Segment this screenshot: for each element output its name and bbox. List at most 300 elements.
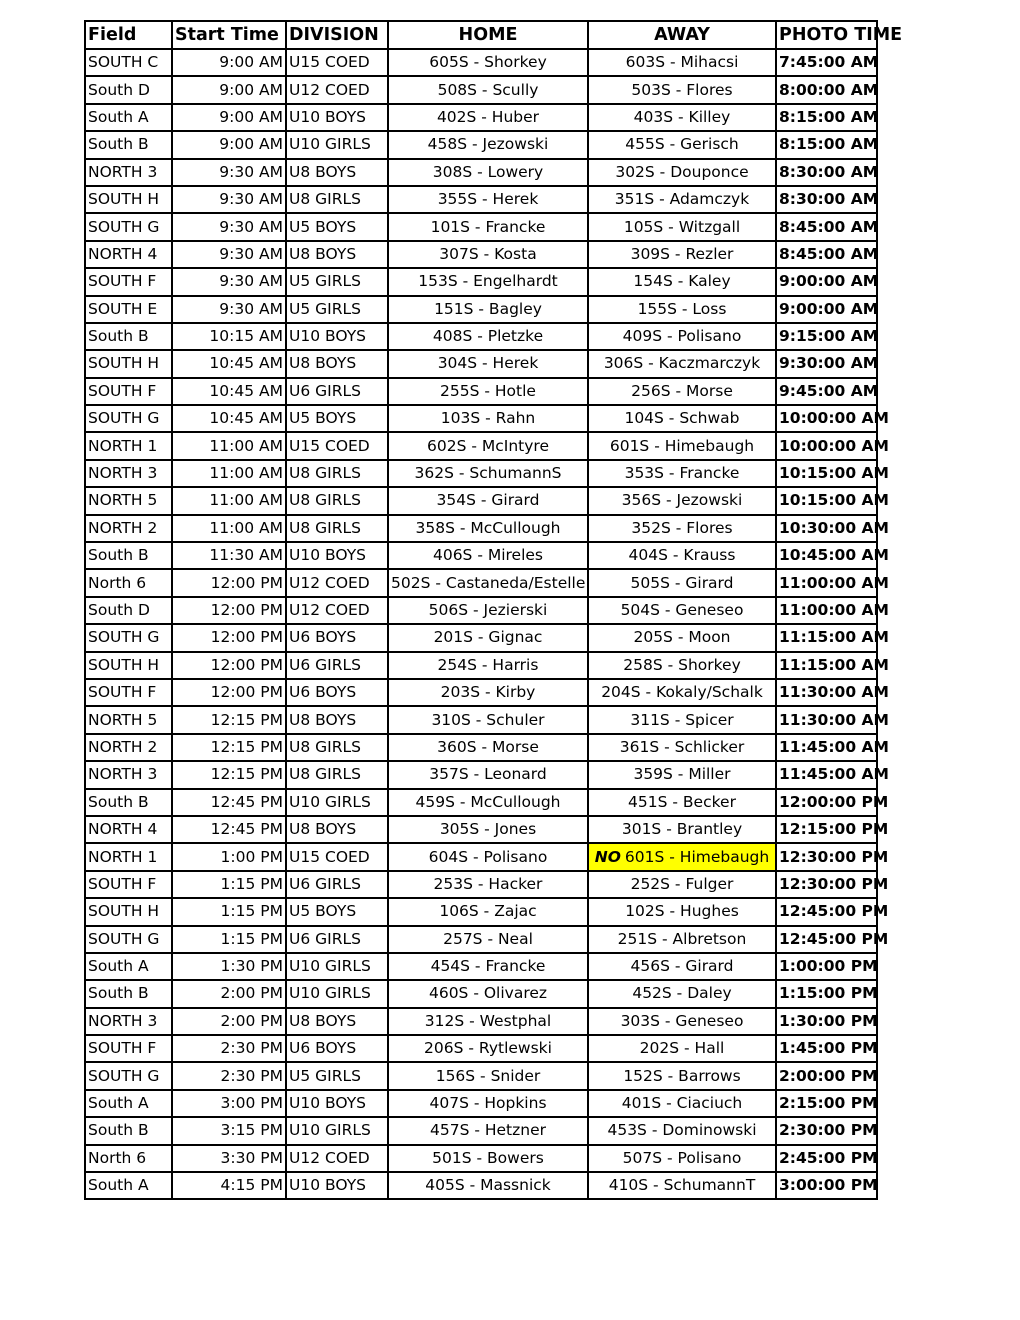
cell-home-team-text: 604S - Polisano [428, 847, 548, 866]
table-row [85, 569, 877, 596]
cell-away-team [588, 1062, 776, 1089]
cell-photo-time [776, 1117, 877, 1144]
cell-away-team-text: 601S - Himebaugh [624, 847, 770, 866]
table-row [85, 378, 877, 405]
cell-photo-time-text: 11:00:00 AM [779, 573, 889, 592]
cell-photo-time-text: 8:45:00 AM [779, 244, 879, 263]
cell-field [85, 515, 172, 542]
cell-start-time-text: 9:30 AM [219, 272, 283, 291]
cell-start-time [172, 241, 286, 268]
cell-photo-time-text: 10:00:00 AM [779, 409, 889, 428]
cell-start-time [172, 76, 286, 103]
cell-home-team-text: 407S - Hopkins [429, 1094, 547, 1113]
cell-home-team-text: 201S - Gignac [433, 628, 543, 647]
cell-division-text: U10 GIRLS [289, 792, 371, 811]
cell-start-time [172, 515, 286, 542]
cell-photo-time-text: 12:30:00 PM [779, 874, 889, 893]
cell-division [286, 843, 388, 870]
table-row [85, 487, 877, 514]
cell-home-team-text: 454S - Francke [430, 957, 546, 976]
cell-photo-time [776, 268, 877, 295]
cell-division-text: U6 GIRLS [289, 381, 361, 400]
cell-field [85, 323, 172, 350]
cell-away-team [588, 734, 776, 761]
cell-division [286, 515, 388, 542]
cell-start-time-text: 11:00 AM [209, 436, 283, 455]
cell-division [286, 104, 388, 131]
table-row [85, 1035, 877, 1062]
cell-field-text: South A [88, 107, 149, 126]
cell-division-text: U5 BOYS [289, 902, 357, 921]
cell-home-team-text: 506S - Jezierski [428, 601, 548, 619]
cell-field [85, 378, 172, 405]
cell-start-time [172, 378, 286, 405]
cell-start-time [172, 1117, 286, 1144]
table-row [85, 871, 877, 898]
cell-away-team [588, 49, 776, 76]
cell-field-text: South A [88, 1176, 149, 1195]
table-row [85, 241, 877, 268]
cell-field-text: NORTH 2 [88, 737, 158, 756]
cell-start-time [172, 268, 286, 295]
cell-photo-time-text: 11:45:00 AM [779, 737, 889, 756]
cell-field-text: NORTH 4 [88, 820, 158, 839]
cell-start-time-text: 2:00 PM [220, 1011, 283, 1030]
cell-start-time-text: 1:30 PM [220, 957, 283, 976]
cell-start-time-text: 1:15 PM [220, 929, 283, 948]
cell-home-team [388, 159, 588, 186]
cell-division [286, 350, 388, 377]
cell-home-team-text: 307S - Kosta [439, 244, 537, 263]
cell-home-team [388, 1117, 588, 1144]
cell-home-team [388, 1035, 588, 1062]
cell-home-team-text: 103S - Rahn [440, 409, 536, 428]
cell-away-team [588, 104, 776, 131]
cell-start-time [172, 460, 286, 487]
cell-division-text: U5 GIRLS [289, 1066, 361, 1085]
cell-photo-time-text: 8:30:00 AM [779, 190, 879, 209]
cell-photo-time [776, 871, 889, 898]
cell-home-team [388, 542, 588, 569]
cell-away-team [588, 542, 776, 569]
cell-field [85, 1117, 172, 1144]
cell-photo-time-text: 12:00:00 PM [779, 792, 889, 811]
cell-home-team [388, 734, 588, 761]
cell-start-time-text: 11:00 AM [209, 464, 283, 483]
table-row [85, 926, 877, 953]
cell-home-team-text: 151S - Bagley [434, 299, 542, 318]
cell-field-text: NORTH 2 [88, 518, 158, 537]
cell-field [85, 542, 172, 569]
cell-division-text: U10 GIRLS [289, 1121, 371, 1140]
cell-field-text: SOUTH H [88, 190, 160, 209]
table-row [85, 159, 877, 186]
cell-field [85, 652, 172, 679]
cell-away-team [588, 76, 776, 103]
cell-photo-time [776, 159, 877, 186]
cell-away-team-text: 256S - Morse [631, 381, 733, 400]
cell-start-time [172, 1145, 286, 1172]
cell-home-team [388, 898, 588, 925]
cell-home-team [388, 268, 588, 295]
cell-start-time-text: 12:15 PM [210, 765, 283, 784]
column-header-away: AWAY [588, 21, 776, 49]
cell-start-time-text: 9:30 AM [219, 190, 283, 209]
cell-photo-time [776, 186, 877, 213]
cell-photo-time-text: 1:30:00 PM [779, 1011, 878, 1030]
cell-division-text: U10 GIRLS [289, 135, 371, 154]
cell-field [85, 1172, 172, 1199]
table-row [85, 597, 877, 624]
cell-start-time [172, 953, 286, 980]
cell-away-team-text: 452S - Daley [632, 984, 732, 1003]
cell-away-team-text: 104S - Schwab [624, 409, 740, 428]
cell-home-team-text: 362S - SchumannS [414, 464, 562, 483]
cell-photo-time-text: 3:00:00 PM [779, 1176, 878, 1195]
cell-division [286, 734, 388, 761]
cell-start-time-text: 9:00 AM [219, 107, 283, 126]
cell-field [85, 761, 172, 788]
cell-away-team [588, 460, 776, 487]
cell-home-team [388, 460, 588, 487]
cell-division-text: U8 GIRLS [289, 765, 361, 784]
cell-field-text: SOUTH G [88, 628, 160, 647]
cell-away-team [588, 843, 776, 870]
cell-photo-time-text: 2:15:00 PM [779, 1094, 878, 1113]
cell-division [286, 241, 388, 268]
cell-away-team [588, 789, 776, 816]
cell-field [85, 186, 172, 213]
table-row [85, 761, 877, 788]
table-row [85, 104, 877, 131]
cell-start-time-text: 4:15 PM [220, 1176, 283, 1195]
cell-division-text: U15 COED [289, 847, 370, 866]
cell-photo-time-text: 10:15:00 AM [779, 491, 889, 510]
cell-division-text: U8 BOYS [289, 244, 357, 263]
cell-home-team [388, 515, 588, 542]
cell-home-team-text: 605S - Shorkey [429, 53, 547, 72]
cell-home-team [388, 1145, 588, 1172]
cell-start-time-text: 3:30 PM [220, 1148, 283, 1167]
table-row [85, 432, 877, 459]
cell-away-team-text: 154S - Kaley [633, 272, 731, 291]
cell-home-team [388, 871, 588, 898]
cell-away-team [588, 1035, 776, 1062]
cell-division [286, 926, 388, 953]
cell-division-text: U6 GIRLS [289, 874, 361, 893]
table-row [85, 405, 877, 432]
column-header-start-time: Start Time [172, 21, 286, 49]
cell-division [286, 1172, 388, 1199]
cell-field [85, 268, 172, 295]
cell-photo-time [776, 843, 889, 870]
cell-away-team [588, 1117, 776, 1144]
cell-home-team-text: 459S - McCullough [415, 792, 561, 811]
cell-home-team [388, 296, 588, 323]
cell-division-text: U12 COED [289, 573, 370, 592]
table-header [85, 21, 903, 49]
cell-start-time [172, 652, 286, 679]
cell-photo-time-text: 7:45:00 AM [779, 53, 879, 72]
cell-away-team-text: 603S - Mihacsi [625, 53, 739, 72]
cell-home-team-text: 501S - Bowers [432, 1148, 544, 1167]
cell-home-team-text: 153S - Engelhardt [418, 272, 558, 291]
header-row [85, 21, 877, 49]
cell-away-team-text: 301S - Brantley [621, 820, 743, 839]
cell-start-time [172, 487, 286, 514]
cell-division [286, 1145, 388, 1172]
cell-division [286, 706, 388, 733]
cell-away-team-text: 204S - Kokaly/Schalk [601, 683, 763, 702]
cell-field-text: NORTH 1 [88, 436, 158, 455]
table-row [85, 186, 877, 213]
cell-start-time-text: 10:45 AM [209, 381, 283, 400]
cell-photo-time-text: 10:30:00 AM [779, 518, 889, 537]
table-row [85, 734, 877, 761]
cell-start-time-text: 9:00 AM [219, 53, 283, 72]
cell-photo-time [776, 1008, 877, 1035]
cell-field-text: SOUTH H [88, 902, 160, 921]
cell-home-team [388, 569, 588, 596]
cell-field-text: SOUTH F [88, 1039, 157, 1058]
cell-division [286, 49, 388, 76]
cell-photo-time [776, 1145, 877, 1172]
cell-photo-time [776, 597, 889, 624]
cell-home-team-text: 310S - Schuler [431, 710, 545, 729]
cell-division-text: U6 GIRLS [289, 655, 361, 674]
cell-home-team [388, 926, 588, 953]
cell-start-time [172, 926, 286, 953]
cell-home-team-text: 305S - Jones [439, 820, 537, 839]
cell-field-text: NORTH 3 [88, 765, 158, 784]
cell-home-team [388, 597, 588, 624]
cell-start-time [172, 734, 286, 761]
cell-photo-time-text: 12:15:00 PM [779, 820, 889, 839]
cell-field-text: South A [88, 1094, 149, 1113]
cell-start-time-text: 2:30 PM [220, 1066, 283, 1085]
cell-field-text: NORTH 4 [88, 244, 158, 263]
cell-field [85, 296, 172, 323]
cell-division-text: U5 BOYS [289, 409, 357, 428]
cell-division-text: U8 GIRLS [289, 464, 361, 483]
cell-start-time-text: 12:00 PM [210, 628, 283, 647]
away-note: NO [594, 847, 621, 866]
cell-start-time [172, 898, 286, 925]
cell-photo-time [776, 515, 889, 542]
cell-photo-time [776, 49, 877, 76]
cell-field [85, 1062, 172, 1089]
cell-photo-time-text: 9:30:00 AM [779, 354, 879, 373]
cell-division [286, 131, 388, 158]
cell-start-time [172, 131, 286, 158]
cell-division [286, 213, 388, 240]
cell-start-time-text: 11:00 AM [209, 518, 283, 537]
cell-start-time-text: 2:00 PM [220, 984, 283, 1003]
cell-start-time [172, 323, 286, 350]
cell-division [286, 871, 388, 898]
cell-field-text: South B [88, 327, 149, 346]
cell-division [286, 1062, 388, 1089]
cell-field-text: SOUTH F [88, 874, 157, 893]
cell-away-team-text: 306S - Kaczmarczyk [603, 354, 761, 373]
cell-start-time-text: 10:45 AM [209, 409, 283, 428]
cell-field-text: South B [88, 135, 149, 154]
cell-start-time [172, 350, 286, 377]
cell-away-team [588, 350, 776, 377]
cell-photo-time [776, 761, 889, 788]
cell-field [85, 350, 172, 377]
cell-start-time [172, 296, 286, 323]
cell-division-text: U12 COED [289, 601, 370, 619]
cell-start-time [172, 789, 286, 816]
cell-division-text: U6 BOYS [289, 683, 357, 702]
table-row [85, 268, 877, 295]
cell-photo-time [776, 350, 877, 377]
cell-division-text: U8 GIRLS [289, 737, 361, 756]
cell-field-text: South A [88, 957, 149, 976]
cell-field [85, 104, 172, 131]
cell-away-team-text: 361S - Schlicker [619, 737, 745, 756]
cell-home-team [388, 953, 588, 980]
cell-home-team [388, 1062, 588, 1089]
cell-start-time [172, 1008, 286, 1035]
cell-away-team-text: 258S - Shorkey [623, 655, 741, 674]
cell-home-team-text: 360S - Morse [437, 737, 539, 756]
cell-division-text: U10 GIRLS [289, 957, 371, 976]
cell-photo-time-text: 2:00:00 PM [779, 1066, 878, 1085]
schedule-sheet [84, 20, 903, 1200]
table-row [85, 624, 877, 651]
cell-photo-time [776, 241, 877, 268]
cell-field [85, 405, 172, 432]
cell-start-time-text: 9:30 AM [219, 244, 283, 263]
cell-away-team [588, 871, 776, 898]
cell-away-team [588, 624, 776, 651]
cell-start-time [172, 624, 286, 651]
cell-home-team-text: 156S - Snider [435, 1066, 541, 1085]
cell-start-time-text: 11:00 AM [209, 491, 283, 510]
cell-home-team [388, 1008, 588, 1035]
cell-away-team [588, 652, 776, 679]
cell-field [85, 76, 172, 103]
cell-photo-time [776, 789, 889, 816]
cell-division [286, 980, 388, 1007]
cell-away-team-text: 401S - Ciaciuch [621, 1094, 743, 1113]
cell-away-team [588, 980, 776, 1007]
cell-division-text: U6 BOYS [289, 1039, 357, 1058]
cell-field-text: South B [88, 792, 149, 811]
cell-field-text: SOUTH E [88, 299, 158, 318]
cell-field-text: SOUTH G [88, 929, 160, 948]
cell-field [85, 49, 172, 76]
table-row [85, 460, 877, 487]
cell-field [85, 624, 172, 651]
cell-field [85, 159, 172, 186]
cell-start-time-text: 12:45 PM [210, 820, 283, 839]
cell-division [286, 542, 388, 569]
cell-home-team-text: 354S - Girard [436, 491, 540, 510]
cell-away-team [588, 1172, 776, 1199]
cell-home-team [388, 652, 588, 679]
cell-photo-time-text: 10:00:00 AM [779, 436, 889, 455]
cell-field-text: NORTH 3 [88, 162, 158, 181]
cell-away-team-text: 404S - Krauss [628, 546, 736, 565]
cell-photo-time-text: 8:15:00 AM [779, 107, 879, 126]
cell-division [286, 405, 388, 432]
cell-photo-time [776, 542, 889, 569]
cell-away-team-text: 451S - Becker [628, 792, 736, 811]
cell-field [85, 1008, 172, 1035]
cell-division [286, 378, 388, 405]
cell-photo-time [776, 460, 889, 487]
cell-away-team-text: 202S - Hall [639, 1039, 725, 1058]
cell-division [286, 1117, 388, 1144]
cell-photo-time [776, 487, 889, 514]
cell-field [85, 1145, 172, 1172]
cell-division [286, 323, 388, 350]
cell-away-team-text: 352S - Flores [631, 518, 733, 537]
cell-field [85, 1090, 172, 1117]
cell-division-text: U6 BOYS [289, 628, 357, 647]
cell-division-text: U10 BOYS [289, 1094, 367, 1113]
cell-photo-time-text: 9:00:00 AM [779, 299, 879, 318]
cell-start-time [172, 1090, 286, 1117]
cell-division [286, 76, 388, 103]
cell-start-time-text: 9:30 AM [219, 162, 283, 181]
cell-home-team [388, 378, 588, 405]
cell-photo-time [776, 405, 889, 432]
table-row [85, 515, 877, 542]
cell-division-text: U5 BOYS [289, 217, 357, 236]
cell-home-team-text: 508S - Scully [437, 80, 539, 99]
cell-start-time-text: 1:00 PM [220, 847, 283, 866]
cell-field [85, 843, 172, 870]
cell-photo-time-text: 11:30:00 AM [779, 710, 889, 729]
cell-away-team-text: 359S - Miller [633, 765, 731, 784]
cell-away-team [588, 1090, 776, 1117]
cell-photo-time-text: 11:15:00 AM [779, 655, 889, 674]
cell-home-team [388, 186, 588, 213]
cell-start-time-text: 9:30 AM [219, 217, 283, 236]
cell-away-team-text: 403S - Killey [633, 107, 731, 126]
cell-away-team [588, 405, 776, 432]
cell-field-text: SOUTH G [88, 409, 160, 428]
cell-home-team-text: 355S - Herek [437, 190, 539, 209]
column-header-photo-time: PHOTO TIME [776, 21, 877, 49]
cell-away-team [588, 1008, 776, 1035]
cell-away-team-text: 504S - Geneseo [620, 601, 744, 619]
cell-photo-time [776, 569, 889, 596]
column-header-home: HOME [388, 21, 588, 49]
cell-field-text: South B [88, 1121, 149, 1140]
cell-field-text: North 6 [88, 1148, 147, 1167]
cell-field [85, 980, 172, 1007]
cell-start-time-text: 9:00 AM [219, 135, 283, 154]
cell-photo-time [776, 898, 889, 925]
cell-start-time [172, 1035, 286, 1062]
cell-field [85, 926, 172, 953]
cell-away-team-text: 155S - Loss [637, 299, 727, 318]
table-row [85, 1145, 877, 1172]
cell-field-text: SOUTH C [88, 53, 159, 72]
cell-away-team-text: 251S - Albretson [617, 929, 747, 948]
cell-photo-time-text: 10:15:00 AM [779, 464, 889, 483]
cell-start-time-text: 12:00 PM [210, 573, 283, 592]
cell-home-team [388, 624, 588, 651]
cell-division [286, 789, 388, 816]
cell-photo-time-text: 9:45:00 AM [779, 381, 879, 400]
cell-division [286, 268, 388, 295]
